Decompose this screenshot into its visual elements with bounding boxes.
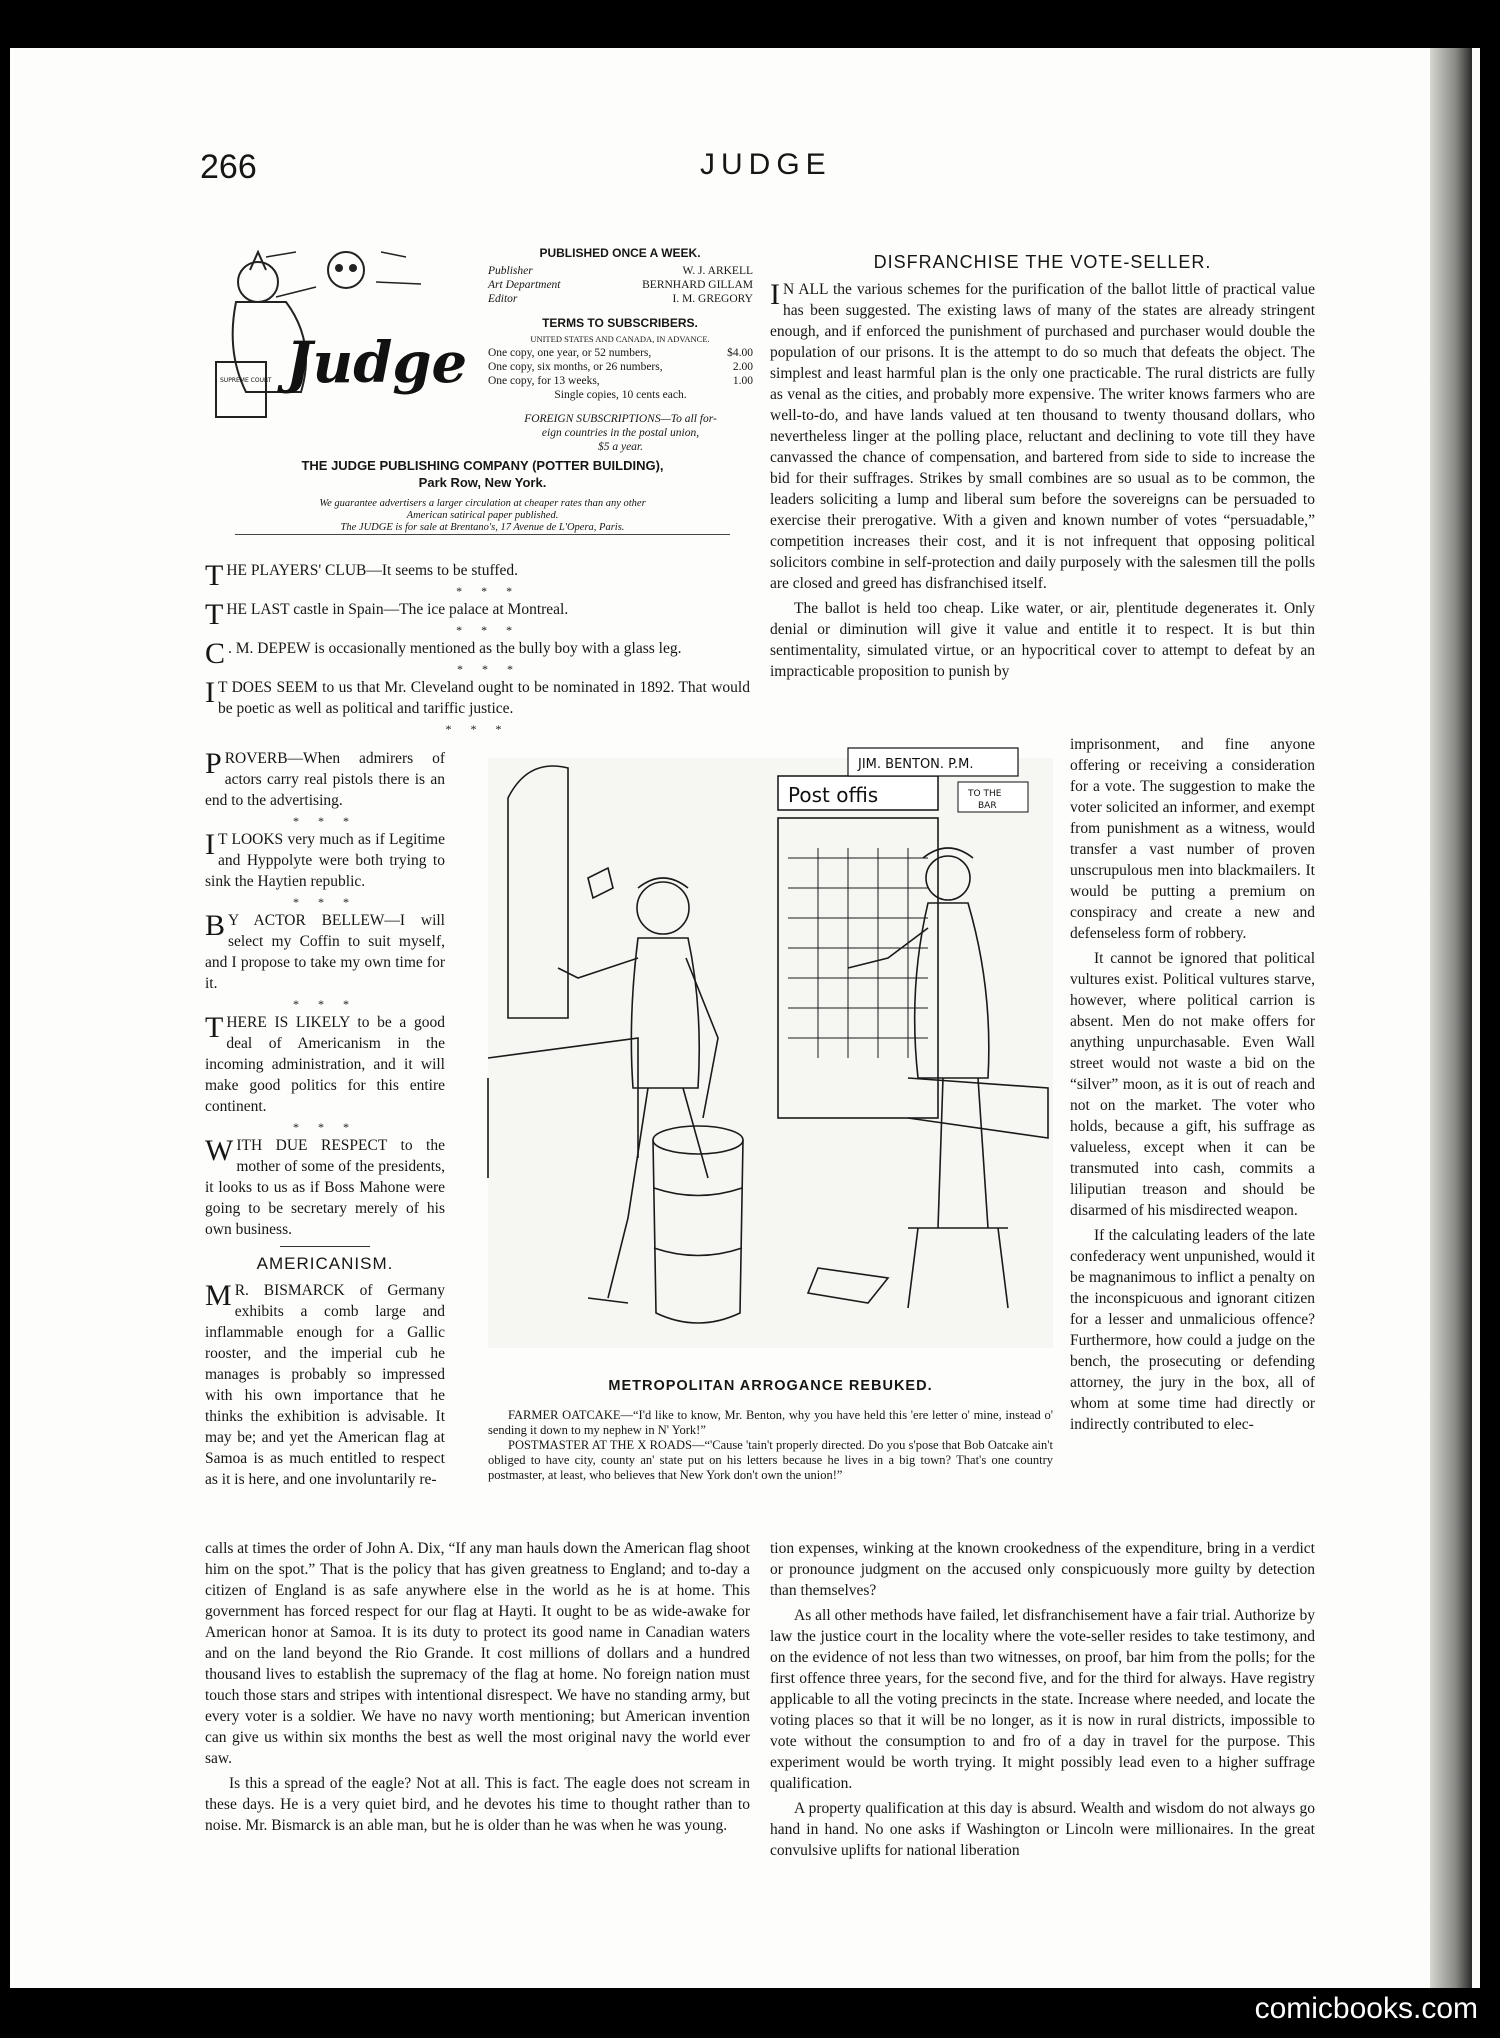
haytien-item: I T LOOKS very much as if Legitime and Hyppolyte were both trying to sink the Haytien republic. <box>205 828 445 890</box>
bellew-item: B Y ACTOR BELLEW—I will select my Coffin to suit myself, and I propose to take my own time for it. <box>205 909 445 992</box>
rate-one-year: One copy, one year, or 52 numbers, <box>488 347 652 359</box>
bismarck-paragraph: M R. BISMARCK of Germany exhibits a comb large and inflammable enough for a Gallic rooster, and the imperial cub he manages is probably so impressed with his own importance that he thinks the exhibition is advisable. It may be; and yet the American flag at Samoa is as much entitled to respect as it is here, and one involuntarily re- <box>205 1279 445 1488</box>
foreign-subscriptions <box>488 412 753 454</box>
vote-seller-heading: DISFRANCHISE THE VOTE-SELLER. <box>873 252 1212 272</box>
editor-name: I. M. GREGORY <box>672 293 753 305</box>
published-weekly: PUBLISHED ONCE A WEEK. <box>539 246 701 260</box>
star-divider: * * * <box>293 814 357 828</box>
company-address: Park Row, New York. <box>418 475 547 490</box>
vote-seller-paragraph-1: I N ALL the various schemes for the purification of the ballot little of practical value has been suggested. The existing laws of many of the states are already stringent enough, and if enforced the punishment of purchased and purchaser would double the population of our prisons. It is the attempt to do so much that defeats the object. The simplest and least harmful plan is the only one practicable. The rural districts are fully as venal as the cities, and probably more expensive. The writer knows farmers who are well-to-do, and have lands valued at ten thousand to twenty thousand dollars, who nevertheless linger at the polling place, reluctant and declining to vote till they have canvassed the chance of compensation, and bartered from side to side to increase the bid for their suffrages. Strikes by small combines are so usual as to be common, the leaders soliciting a lump and liberal sum before the sovereigns can be persuaded to exercise their prerogative. With a given and known number of votes “persuadable,” competition increases their cost, and it is not infrequent that opposing political solicitors combine in self-protection and daily purposely with the salesmen till the polls are closed and greed has disfranchised itself. <box>770 278 1315 592</box>
bar-sign-line-1: TO THE <box>968 789 1002 799</box>
subscription-rates <box>488 346 753 402</box>
star-divider: * * * <box>293 1120 357 1134</box>
foreign-line-3: $5 a year. <box>597 441 644 453</box>
rate-thirteen-weeks: One copy, for 13 weeks, <box>488 375 600 387</box>
cleveland-item: I T DOES SEEM to us that Mr. Cleveland ought to be nominated in 1892. That would be poetic as well as political and tariffic justice. <box>205 676 750 717</box>
company-name: THE JUDGE PUBLISHING COMPANY (POTTER BUILDING), <box>301 458 664 473</box>
publisher-name: W. J. ARKELL <box>682 265 753 277</box>
postmaster-sign-text: JIM. BENTON. P.M. <box>858 757 974 772</box>
star-divider: * * * <box>456 584 521 598</box>
left-column-top <box>205 560 750 737</box>
vote-seller-paragraph-8: A property qualification at this day is absurd. Wealth and wisdom do not always go hand in hand. No one asks if Washington or Lincoln were millionaires. In the great convulsive uplifts for national liberation <box>770 1800 1315 1859</box>
brentano-notice: The JUDGE is for sale at Brentano's, 17 Avenue de L'Opera, Paris. <box>340 522 625 533</box>
price-six-months: 2.00 <box>732 361 753 373</box>
staff-list <box>488 264 753 306</box>
left-narrow-column <box>205 748 445 1494</box>
terms-sub: UNITED STATES AND CANADA, IN ADVANCE. <box>530 334 710 344</box>
left-column-bottom <box>205 1538 750 1840</box>
page-number: 266 <box>200 148 257 186</box>
star-divider: * * * <box>456 623 521 637</box>
mahone-item: WITH DUE RESPECT to the mother of some of the presidents, it looks to us as if Boss Mahone were going to be secretary merely of his own business. <box>205 1134 445 1238</box>
star-divider: * * * <box>457 662 521 676</box>
single-copies: Single copies, 10 cents each. <box>554 389 687 401</box>
foreign-line-1: FOREIGN SUBSCRIPTIONS—To all for- <box>524 413 717 425</box>
vote-seller-paragraph-7: As all other methods have failed, let disfranchisement have a fair trial. Authorize by law the justice court in the locality where the vote-seller resides to take testimony, and on the evidence of not less than two witnesses, on proof, bar him from the polls; for the first offence three years, for the second five, and for the third for always. Have registry applicable to all the voting precincts in the state. Increase where needed, and locate the voting places so that it will be no longer, as it is now in rural districts, impossible to vote without the consumption to and fro of a day in travel for the purpose. This experiment would be worth trying. It might possibly lead even to a higher suffrage qualification. <box>770 1607 1315 1792</box>
right-column-bottom <box>770 1538 1315 1865</box>
judge-logo-illustration <box>206 242 468 442</box>
supreme-court-box-label: SUPREME COURT <box>220 377 272 384</box>
cartoon-illustration <box>488 758 1053 1348</box>
star-divider: * * * <box>445 722 510 736</box>
star-divider: * * * <box>293 997 357 1011</box>
eagle-paragraph: Is this a spread of the eagle? Not at all. This is fact. The eagle does not scream in these days. He is a very quiet bird, and he devotes his time to thought rather than to noise. Mr. Bismarck is an able man, but he is older than he was when he was young. <box>205 1775 750 1834</box>
bar-sign-line-2: BAR <box>978 801 997 811</box>
americanism-continued: calls at times the order of John A. Dix, “If any man hauls down the American flag shoot him on the spot.” That is the policy that has given greatness to England; and to-day a citizen of England is as safe anywhere else in the world as he is at home. This government has forced respect for our flag at Hayti. It ought to be as wide-awake for American honor at Samoa. It is its duty to protect its good name in Canadian waters and on the land beyond the Rio Grande. It cost millions of dollars and a hundred thousand lives to establish the supremacy of the flag at home. No foreign nation must touch those stars and stripes with intentional disrespect. We have no standing army, but every voter is a soldier. We have no navy worth mentioning; but American invention can give us within six months the best as well the most original navy the world ever saw. <box>205 1540 750 1767</box>
watermark: comicbooks.com <box>1254 1992 1478 2025</box>
rate-six-months: One copy, six months, or 26 numbers, <box>488 361 663 373</box>
vote-seller-paragraph-6: tion expenses, winking at the known crookedness of the expenditure, bring in a verdict or pronounce judgment on the accused only conspicuously more guilty by detection than themselves? <box>770 1540 1315 1599</box>
proverb-item: PROVERB—When admirers of actors carry real pistols there is an end to the advertising. <box>205 747 445 809</box>
vote-seller-paragraph-4: It cannot be ignored that political vultures exist. Political vultures starve, however, where political carrion is absent. Men do not make offers for anything unpurchasable. Even Wall street would not waste a bid on the “silver” moon, as it is out of reach and not on the market. The voter who holds, because a gift, his suffrage as valueless, except when it can be transmuted into cash, commits a liliputian treason and should be disarmed of his misdirected weapon. <box>1070 950 1315 1219</box>
newspaper-page <box>10 48 1480 1988</box>
depew-item: C . M. DEPEW is occasionally mentioned as the bully boy with a glass leg. <box>205 637 682 670</box>
price-thirteen-weeks: 1.00 <box>732 375 753 387</box>
vote-seller-paragraph-5: If the calculating leaders of the late confederacy went unpunished, would it be magnanimous to inflict a penalty on the inconspicuous and ignorant citizen for a lesser and unmalicious offence? Furthermore, how could a judge on the bench, the prosecuting or defending attorney, the jury in the box, all of whom at some time had directly or indirectly contributed to elec- <box>1070 1227 1315 1433</box>
post-office-sign-text: Post offis <box>788 783 879 807</box>
guarantee-notice <box>210 498 755 534</box>
masthead-rule <box>235 534 730 535</box>
star-divider: * * * <box>293 895 357 909</box>
players-club-item: THE PLAYERS' CLUB—It seems to be stuffed. <box>205 559 519 592</box>
editor-label: Editor <box>488 293 518 305</box>
americanism-heading: AMERICANISM. <box>256 1254 394 1273</box>
right-column-top <box>770 248 1315 686</box>
section-rule <box>280 1246 370 1247</box>
vote-seller-paragraph-3: imprisonment, and fine anyone offering or receiving a consideration for a vote. The suggestion to make the voter solicited an informer, and exempt from punishment as a witness, would transfer a vast number of proven unscrupulous men into blackmailers. It would be putting a premium on conspiracy and create a new and defenseless form of robbery. <box>1070 736 1315 942</box>
price-one-year: $4.00 <box>727 347 753 359</box>
vote-seller-paragraph-2: The ballot is held too cheap. Like water, or air, plentitude degenerates it. Only denial or diminution will give it value and entitle it to respect. It is but thin sentimentality, simulated virtue, or an hypocritical cover to attempt to defeat by an impracticable proposition to punish by <box>770 600 1315 680</box>
judge-logo-word: Judge <box>286 330 468 396</box>
right-narrow-column <box>1070 734 1315 1439</box>
terms-heading: TERMS TO SUBSCRIBERS. <box>542 316 698 330</box>
publisher-label: Publisher <box>488 265 533 277</box>
masthead <box>210 246 755 538</box>
art-label: Art Department <box>488 279 561 291</box>
americanism-administration-item: THERE IS LIKELY to be a good deal of Americanism in the incoming administration, and it will make good politics for this entire continent. <box>205 1011 445 1115</box>
page-edge-shadow <box>1430 48 1472 1988</box>
castle-spain-item: THE LAST castle in Spain—The ice palace at Montreal. <box>205 598 569 631</box>
art-name: BERNHARD GILLAM <box>642 279 753 291</box>
cartoon-dialogue <box>488 1408 1053 1483</box>
farmer-oatcake-line: FARMER OATCAKE—“I'd like to know, Mr. Benton, why you have held this 'ere letter o' mine, instead o' sending it down to my nephew in N' York!” <box>488 1408 1053 1437</box>
foreign-line-2: eign countries in the postal union, <box>541 427 700 439</box>
cartoon-caption: METROPOLITAN ARROGANCE REBUKED. <box>608 1378 933 1394</box>
page-title: JUDGE <box>700 148 832 181</box>
postmaster-line: POSTMASTER AT THE X ROADS—“'Cause 'tain't properly directed. Do you s'pose that Bob Oatcake ain't obliged to have city, county an' state put on his letters because he lives in a big town? That's one country postmaster, at least, who believes that New York don't own the union!” <box>488 1438 1053 1482</box>
guarantee-line-1: We guarantee advertisers a larger circulation at cheaper rates than any other <box>319 498 646 509</box>
guarantee-line-2: American satirical paper published. <box>406 510 559 521</box>
